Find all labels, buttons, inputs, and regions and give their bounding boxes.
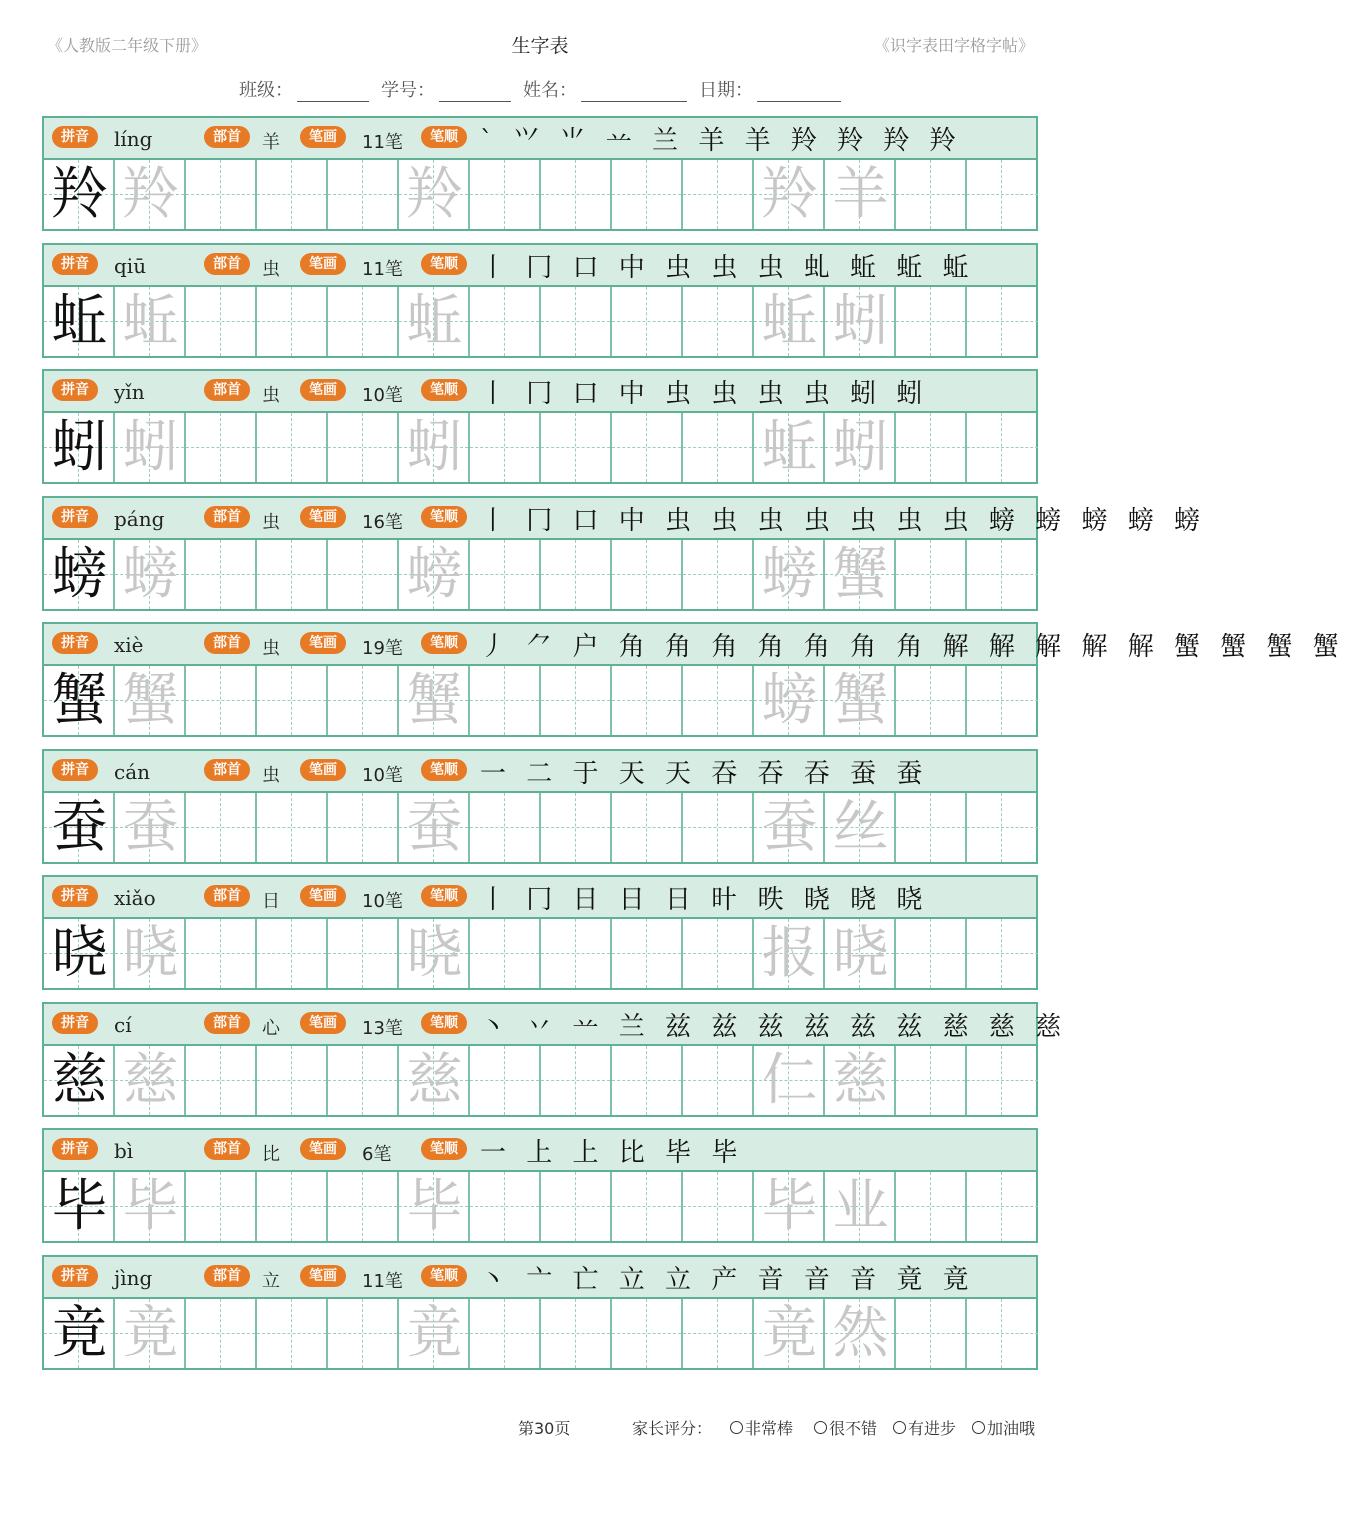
class-blank[interactable]: [297, 83, 369, 102]
grid-cell[interactable]: [470, 1299, 541, 1368]
trace-character: 蚕: [122, 795, 179, 860]
trace-character: 毕: [406, 1174, 463, 1239]
name-field[interactable]: [523, 76, 687, 102]
stroke-order-tag: 笔顺: [421, 379, 467, 401]
pinyin-text: qiū: [114, 254, 147, 278]
pinyin-text: jìng: [114, 1266, 153, 1290]
grid-cell[interactable]: [683, 540, 754, 609]
class-field[interactable]: [239, 76, 369, 102]
radical-tag: 部首: [204, 1138, 250, 1160]
pinyin-tag: 拼音: [52, 632, 98, 654]
trace-character: 螃: [122, 542, 179, 607]
grid-cell[interactable]: [683, 919, 754, 988]
grid-cell[interactable]: [896, 793, 967, 862]
grid-cell[interactable]: [541, 1172, 612, 1241]
pinyin-text: páng: [114, 507, 165, 531]
grid-cell[interactable]: [257, 413, 328, 482]
pinyin-tag: 拼音: [52, 126, 98, 148]
radio-circle-icon[interactable]: [730, 1421, 743, 1434]
stroke-order-sequence: 丶 亠 亡 立 立 产 音 音 音 竟 竟: [480, 1264, 975, 1295]
word-character: 蚓: [832, 415, 889, 480]
character-info-header: [44, 118, 1036, 160]
trace-character: 晓: [406, 921, 463, 986]
grid-cell[interactable]: [186, 1299, 257, 1368]
model-character: 螃: [51, 542, 108, 607]
trace-character: 蚯: [122, 289, 179, 354]
word-character: 然: [832, 1301, 889, 1366]
trace-character: 慈: [406, 1048, 463, 1113]
grid-cell[interactable]: [186, 287, 257, 356]
parent-rating-label: 家长评分：: [632, 1419, 713, 1438]
student-number-label: 学号：: [381, 80, 435, 101]
grid-cell[interactable]: [257, 793, 328, 862]
character-block: [42, 1002, 1068, 1117]
stroke-count-text: 6笔: [362, 1144, 392, 1165]
page-title: 生字表: [511, 35, 569, 57]
tianzige-grid: [44, 540, 1036, 609]
stroke-count-tag: 笔画: [300, 1265, 346, 1287]
grid-cell[interactable]: [186, 540, 257, 609]
stroke-order-sequence: 丨 冂 日 日 日 旪 昳 晓 晓 晓: [480, 884, 929, 915]
model-character: 晓: [51, 921, 108, 986]
grid-cell[interactable]: [541, 160, 612, 229]
grid-cell[interactable]: [612, 160, 683, 229]
stroke-count-tag: 笔画: [300, 253, 346, 275]
word-character: 蟹: [832, 542, 889, 607]
book-title-left: 《人教版二年级下册》: [47, 36, 208, 55]
grid-cell[interactable]: [470, 413, 541, 482]
stroke-count-tag: 笔画: [300, 506, 346, 528]
grid-cell[interactable]: [683, 1046, 754, 1115]
class-label: 班级：: [239, 80, 293, 101]
grid-cell[interactable]: [896, 1172, 967, 1241]
trace-character: 蚕: [406, 795, 463, 860]
character-info-header: [44, 877, 1036, 919]
grid-cell[interactable]: [257, 919, 328, 988]
radio-circle-icon[interactable]: [814, 1421, 827, 1434]
pinyin-tag: 拼音: [52, 885, 98, 907]
tianzige-grid: [44, 919, 1036, 988]
stroke-order-sequence: 一 上 上 比 毕 毕: [480, 1137, 744, 1168]
radio-circle-icon[interactable]: [893, 1421, 906, 1434]
pinyin-tag: 拼音: [52, 253, 98, 275]
radical-text: 日: [262, 891, 280, 912]
name-blank[interactable]: [581, 83, 687, 102]
rating-option-label: 很不错: [829, 1419, 878, 1438]
grid-cell[interactable]: [328, 413, 399, 482]
radio-circle-icon[interactable]: [972, 1421, 985, 1434]
grid-cell[interactable]: [612, 540, 683, 609]
word-character: 蚯: [761, 289, 818, 354]
grid-cell[interactable]: [683, 1172, 754, 1241]
grid-cell[interactable]: [541, 666, 612, 735]
radical-text: 立: [262, 1271, 280, 1292]
word-character: 螃: [761, 668, 818, 733]
grid-cell[interactable]: [967, 1172, 1038, 1241]
radical-tag: 部首: [204, 885, 250, 907]
stroke-count-text: 10笔: [362, 385, 403, 406]
word-character: 羚: [761, 162, 818, 227]
grid-cell[interactable]: [612, 666, 683, 735]
character-info-header: [44, 624, 1345, 666]
grid-cell[interactable]: [967, 919, 1038, 988]
page-number: 第30页: [518, 1419, 571, 1438]
grid-cell[interactable]: [967, 1299, 1038, 1368]
model-character: 毕: [51, 1174, 108, 1239]
model-character: 慈: [51, 1048, 108, 1113]
grid-cell[interactable]: [257, 540, 328, 609]
word-character: 晓: [832, 921, 889, 986]
stroke-order-tag: 笔顺: [421, 759, 467, 781]
grid-cell[interactable]: [328, 1299, 399, 1368]
grid-cell[interactable]: [612, 1172, 683, 1241]
grid-cell[interactable]: [683, 1299, 754, 1368]
grid-cell[interactable]: [541, 793, 612, 862]
stroke-count-text: 11笔: [362, 132, 403, 153]
grid-cell[interactable]: [186, 919, 257, 988]
model-character: 蚓: [51, 415, 108, 480]
word-character: 仁: [761, 1048, 818, 1113]
grid-cell[interactable]: [186, 413, 257, 482]
grid-cell[interactable]: [896, 540, 967, 609]
pinyin-tag: 拼音: [52, 1012, 98, 1034]
stroke-order-sequence: 丨 冂 口 中 虫 虫 虫 虬 蚯 蚯 蚯: [480, 252, 975, 283]
stroke-count-tag: 笔画: [300, 885, 346, 907]
character-info-header: [44, 1257, 1036, 1299]
stroke-count-tag: 笔画: [300, 126, 346, 148]
grid-cell[interactable]: [470, 1046, 541, 1115]
pinyin-text: líng: [114, 127, 153, 151]
radical-tag: 部首: [204, 379, 250, 401]
radical-tag: 部首: [204, 632, 250, 654]
word-character: 丝: [832, 795, 889, 860]
stroke-count-text: 16笔: [362, 512, 403, 533]
grid-cell[interactable]: [612, 1299, 683, 1368]
radical-tag: 部首: [204, 759, 250, 781]
grid-cell[interactable]: [328, 919, 399, 988]
stroke-count-text: 11笔: [362, 1271, 403, 1292]
grid-cell[interactable]: [257, 1299, 328, 1368]
radical-text: 羊: [262, 132, 280, 153]
character-block: [42, 116, 1038, 231]
trace-character: 慈: [122, 1048, 179, 1113]
word-character: 蟹: [832, 668, 889, 733]
radical-tag: 部首: [204, 1265, 250, 1287]
stroke-order-tag: 笔顺: [421, 885, 467, 907]
radical-text: 虫: [262, 765, 280, 786]
pinyin-text: yǐn: [114, 380, 145, 404]
rating-option-label: 加油哦: [987, 1419, 1036, 1438]
word-character: 业: [832, 1174, 889, 1239]
trace-character: 蚯: [406, 289, 463, 354]
tianzige-grid: [44, 287, 1036, 356]
radical-tag: 部首: [204, 506, 250, 528]
model-character: 蚕: [51, 795, 108, 860]
pinyin-tag: 拼音: [52, 379, 98, 401]
character-block: [42, 749, 1038, 864]
character-block: [42, 622, 1345, 737]
grid-cell[interactable]: [186, 666, 257, 735]
radical-text: 比: [262, 1144, 280, 1165]
grid-cell[interactable]: [967, 160, 1038, 229]
tianzige-grid: [44, 160, 1036, 229]
character-info-header: [44, 1130, 1036, 1172]
rating-option[interactable]: [893, 1416, 956, 1439]
grid-cell[interactable]: [612, 1046, 683, 1115]
tianzige-grid: [44, 1299, 1036, 1368]
grid-cell[interactable]: [967, 413, 1038, 482]
trace-character: 螃: [406, 542, 463, 607]
grid-cell[interactable]: [896, 413, 967, 482]
trace-character: 蚓: [406, 415, 463, 480]
grid-cell[interactable]: [541, 413, 612, 482]
grid-cell[interactable]: [470, 1172, 541, 1241]
pinyin-text: cí: [114, 1013, 132, 1037]
grid-cell[interactable]: [470, 666, 541, 735]
word-character: 螃: [761, 542, 818, 607]
tianzige-grid: [44, 666, 1036, 735]
word-character: 蚯: [761, 415, 818, 480]
radical-tag: 部首: [204, 1012, 250, 1034]
rating-option[interactable]: [972, 1416, 1035, 1439]
trace-character: 羚: [122, 162, 179, 227]
character-block: [42, 369, 1038, 484]
stroke-order-tag: 笔顺: [421, 1138, 467, 1160]
stroke-order-sequence: 丨 冂 口 中 虫 虫 虫 虫 蚓 蚓: [480, 378, 929, 409]
stroke-count-text: 10笔: [362, 891, 403, 912]
stroke-order-tag: 笔顺: [421, 1012, 467, 1034]
rating-option-label: 有进步: [908, 1419, 957, 1438]
stroke-count-tag: 笔画: [300, 379, 346, 401]
radical-text: 虫: [262, 638, 280, 659]
grid-cell[interactable]: [328, 1172, 399, 1241]
radical-text: 虫: [262, 512, 280, 533]
grid-cell[interactable]: [257, 1172, 328, 1241]
grid-cell[interactable]: [683, 287, 754, 356]
trace-character: 毕: [122, 1174, 179, 1239]
pinyin-text: xiè: [114, 633, 144, 657]
grid-cell[interactable]: [186, 1172, 257, 1241]
word-character: 蚕: [761, 795, 818, 860]
word-character: 竟: [761, 1301, 818, 1366]
pinyin-tag: 拼音: [52, 1265, 98, 1287]
trace-character: 竟: [406, 1301, 463, 1366]
date-label: 日期：: [699, 80, 753, 101]
model-character: 羚: [51, 162, 108, 227]
character-info-header: [44, 245, 1036, 287]
tianzige-grid: [44, 1046, 1036, 1115]
model-character: 蚯: [51, 289, 108, 354]
radical-text: 心: [262, 1018, 280, 1039]
pinyin-tag: 拼音: [52, 1138, 98, 1160]
grid-cell[interactable]: [967, 540, 1038, 609]
radical-tag: 部首: [204, 126, 250, 148]
pinyin-text: cán: [114, 760, 151, 784]
radical-text: 虫: [262, 259, 280, 280]
grid-cell[interactable]: [186, 793, 257, 862]
grid-cell[interactable]: [470, 540, 541, 609]
word-character: 蚓: [832, 289, 889, 354]
student-number-field[interactable]: [381, 76, 511, 102]
grid-cell[interactable]: [328, 287, 399, 356]
grid-cell[interactable]: [328, 1046, 399, 1115]
rating-option[interactable]: [814, 1416, 877, 1439]
model-character: 蟹: [51, 668, 108, 733]
trace-character: 竟: [122, 1301, 179, 1366]
grid-cell[interactable]: [896, 160, 967, 229]
grid-cell[interactable]: [541, 1046, 612, 1115]
stroke-order-tag: 笔顺: [421, 632, 467, 654]
stroke-order-tag: 笔顺: [421, 506, 467, 528]
character-block: [42, 875, 1038, 990]
grid-cell[interactable]: [257, 160, 328, 229]
character-info-header: [44, 751, 1036, 793]
trace-character: 蚓: [122, 415, 179, 480]
stroke-order-sequence: 丶 丷 䒑 兰 兹 兹 兹 兹 兹 兹 慈 慈 慈: [480, 1011, 1068, 1042]
trace-character: 蟹: [122, 668, 179, 733]
grid-cell[interactable]: [541, 287, 612, 356]
rating-option-label: 非常棒: [745, 1419, 794, 1438]
footer: [0, 1416, 1080, 1440]
character-info-header: [44, 1004, 1068, 1046]
grid-cell[interactable]: [328, 160, 399, 229]
stroke-count-tag: 笔画: [300, 1138, 346, 1160]
word-character: 毕: [761, 1174, 818, 1239]
grid-cell[interactable]: [683, 666, 754, 735]
word-character: 慈: [832, 1048, 889, 1113]
grid-cell[interactable]: [470, 793, 541, 862]
trace-character: 晓: [122, 921, 179, 986]
grid-cell[interactable]: [896, 919, 967, 988]
pinyin-tag: 拼音: [52, 759, 98, 781]
grid-cell[interactable]: [541, 919, 612, 988]
grid-cell[interactable]: [612, 287, 683, 356]
grid-cell[interactable]: [683, 793, 754, 862]
model-character: 竟: [51, 1301, 108, 1366]
tianzige-grid: [44, 413, 1036, 482]
character-info-header: [44, 498, 1206, 540]
name-label: 姓名：: [523, 80, 577, 101]
grid-cell[interactable]: [328, 666, 399, 735]
grid-cell[interactable]: [967, 287, 1038, 356]
grid-cell[interactable]: [896, 1299, 967, 1368]
date-blank[interactable]: [757, 83, 841, 102]
grid-cell[interactable]: [683, 160, 754, 229]
stroke-order-tag: 笔顺: [421, 1265, 467, 1287]
stroke-count-tag: 笔画: [300, 632, 346, 654]
grid-cell[interactable]: [896, 666, 967, 735]
grid-cell[interactable]: [470, 287, 541, 356]
character-block: [42, 496, 1206, 611]
trace-character: 羚: [406, 162, 463, 227]
radical-tag: 部首: [204, 253, 250, 275]
grid-cell[interactable]: [967, 1046, 1038, 1115]
pinyin-text: xiǎo: [114, 886, 156, 910]
trace-character: 蟹: [406, 668, 463, 733]
grid-cell[interactable]: [896, 1046, 967, 1115]
word-character: 报: [761, 921, 818, 986]
stroke-order-sequence: 丿 ⺈ 户 角 角 角 角 角 角 角 解 解 解 解 解 蟹 蟹 蟹 蟹: [480, 631, 1345, 662]
grid-cell[interactable]: [470, 160, 541, 229]
grid-cell[interactable]: [896, 287, 967, 356]
grid-cell[interactable]: [470, 919, 541, 988]
word-character: 羊: [832, 162, 889, 227]
stroke-count-text: 10笔: [362, 765, 403, 786]
date-field[interactable]: [699, 76, 841, 102]
student-number-blank[interactable]: [439, 83, 511, 102]
pinyin-tag: 拼音: [52, 506, 98, 528]
stroke-count-tag: 笔画: [300, 759, 346, 781]
grid-cell[interactable]: [257, 287, 328, 356]
stroke-count-text: 13笔: [362, 1018, 403, 1039]
radical-text: 虫: [262, 385, 280, 406]
pinyin-text: bì: [114, 1139, 134, 1163]
stroke-order-sequence: 一 二 于 天 天 吞 吞 吞 蚕 蚕: [480, 758, 929, 789]
grid-cell[interactable]: [612, 413, 683, 482]
grid-cell[interactable]: [967, 793, 1038, 862]
stroke-count-tag: 笔画: [300, 1012, 346, 1034]
grid-cell[interactable]: [257, 1046, 328, 1115]
tianzige-grid: [44, 793, 1036, 862]
grid-cell[interactable]: [541, 540, 612, 609]
grid-cell[interactable]: [257, 666, 328, 735]
grid-cell[interactable]: [186, 1046, 257, 1115]
rating-option[interactable]: [730, 1416, 793, 1439]
stroke-count-text: 19笔: [362, 638, 403, 659]
stroke-order-sequence: 丨 冂 口 中 虫 虫 虫 虫 虫 虫 虫 螃 螃 螃 螃 螃: [480, 505, 1206, 536]
student-info-row: [0, 76, 1080, 102]
tianzige-grid: [44, 1172, 1036, 1241]
stroke-order-tag: 笔顺: [421, 126, 467, 148]
book-title-right: 《识字表田字格字帖》: [873, 36, 1034, 55]
stroke-order-tag: 笔顺: [421, 253, 467, 275]
grid-cell[interactable]: [612, 919, 683, 988]
stroke-count-text: 11笔: [362, 259, 403, 280]
character-block: [42, 243, 1038, 358]
grid-cell[interactable]: [541, 1299, 612, 1368]
grid-cell[interactable]: [612, 793, 683, 862]
grid-cell[interactable]: [328, 793, 399, 862]
grid-cell[interactable]: [328, 540, 399, 609]
grid-cell[interactable]: [683, 413, 754, 482]
character-block: [42, 1128, 1038, 1243]
character-block: [42, 1255, 1038, 1370]
character-info-header: [44, 371, 1036, 413]
grid-cell[interactable]: [967, 666, 1038, 735]
grid-cell[interactable]: [186, 160, 257, 229]
stroke-order-sequence: ` ⺍ ⺌ 䒑 兰 羊 羊 羚 羚 羚 羚: [480, 125, 962, 156]
